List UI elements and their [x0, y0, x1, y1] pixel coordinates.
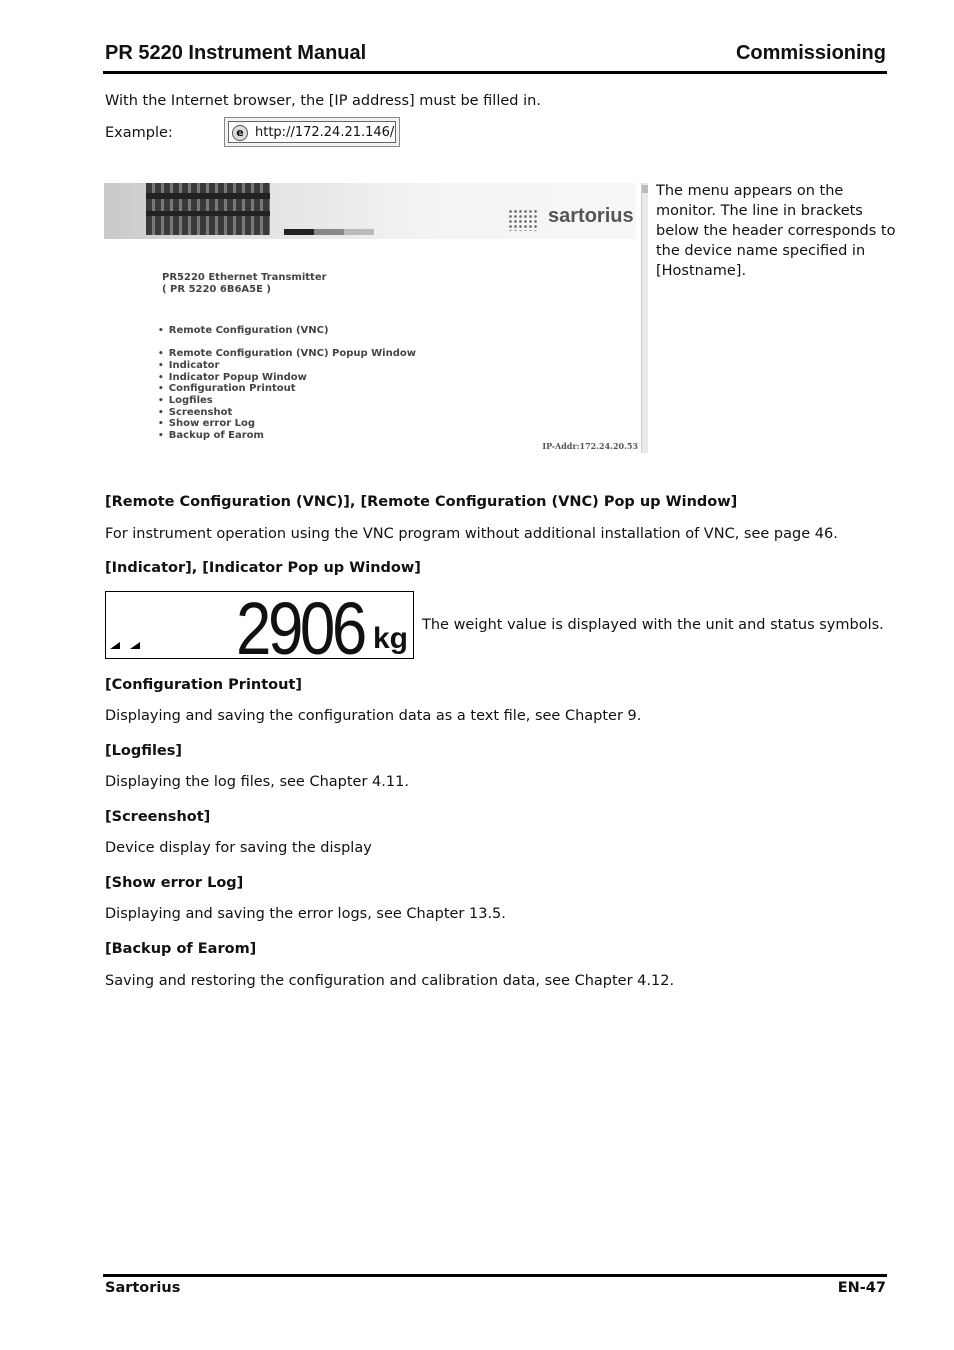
- heading-backup-earom: [Backup of Earom]: [105, 941, 257, 957]
- body-screenshot: Device display for saving the display: [105, 840, 372, 856]
- scrollbar-thumb[interactable]: [642, 185, 648, 193]
- body-config-printout: Displaying and saving the configuration data as a text file, see Chapter 9.: [105, 708, 642, 724]
- ip-address-label: IP-Addr:172.24.20.53: [542, 441, 638, 451]
- status-symbol-icon: [130, 642, 140, 649]
- weight-unit: kg: [373, 622, 409, 655]
- web-menu-screenshot: [104, 183, 648, 453]
- body-logfiles: Displaying the log files, see Chapter 4.11.: [105, 774, 409, 790]
- building-photo-band: [146, 193, 270, 199]
- menu-link-indicator[interactable]: • Indicator: [158, 360, 219, 371]
- manual-title: PR 5220 Instrument Manual: [105, 42, 367, 64]
- example-label: Example:: [105, 125, 173, 141]
- body-indicator: The weight value is displayed with the unit and status symbols.: [422, 617, 884, 633]
- footer-company: Sartorius: [105, 1280, 181, 1296]
- menu-link-backup-earom[interactable]: • Backup of Earom: [158, 430, 264, 441]
- body-remote-config: For instrument operation using the VNC program without additional installation of VNC, see page 46.: [105, 526, 838, 542]
- intro-text: With the Internet browser, the [IP address] must be filled in.: [105, 93, 541, 109]
- banner-strip: [284, 229, 314, 235]
- scrollbar[interactable]: [641, 183, 648, 453]
- menu-link-indicator-popup[interactable]: • Indicator Popup Window: [158, 372, 307, 383]
- footer-page-number: EN-47: [837, 1280, 886, 1296]
- body-backup-earom: Saving and restoring the configuration and calibration data, see Chapter 4.12.: [105, 973, 675, 989]
- heading-logfiles: [Logfiles]: [105, 743, 183, 759]
- url-text: http://172.24.21.146/: [255, 125, 395, 140]
- banner-strip: [314, 229, 344, 235]
- device-title: PR5220 Ethernet Transmitter: [162, 272, 327, 283]
- heading-indicator: [Indicator], [Indicator Pop up Window]: [105, 560, 421, 576]
- footer-rule: [103, 1274, 887, 1277]
- building-photo-band: [146, 211, 270, 216]
- browser-address-bar: [224, 117, 400, 147]
- heading-error-log: [Show error Log]: [105, 875, 244, 891]
- menu-link-config-printout[interactable]: • Configuration Printout: [158, 383, 296, 394]
- header-rule: [103, 71, 887, 74]
- section-title: Commissioning: [735, 42, 886, 64]
- heading-screenshot: [Screenshot]: [105, 809, 211, 825]
- body-error-log: Displaying and saving the error logs, see Chapter 13.5.: [105, 906, 506, 922]
- sartorius-logo: sartorius: [548, 205, 634, 227]
- status-symbol-icon: [110, 642, 120, 649]
- menu-link-error-log[interactable]: • Show error Log: [158, 418, 255, 429]
- screenshot-caption: The menu appears on the monitor. The line in brackets below the header corresponds to the device name specified in [Hostname].: [656, 183, 896, 279]
- menu-link-remote-config-popup[interactable]: • Remote Configuration (VNC) Popup Window: [158, 348, 416, 359]
- banner-strip: [344, 229, 374, 235]
- weight-indicator-display: [105, 591, 414, 659]
- browser-page-icon: e: [232, 125, 248, 141]
- heading-remote-config: [Remote Configuration (VNC)], [Remote Configuration (VNC) Pop up Window]: [105, 494, 738, 510]
- heading-config-printout: [Configuration Printout]: [105, 677, 303, 693]
- menu-link-screenshot[interactable]: • Screenshot: [158, 407, 232, 418]
- logo-dots-icon: [508, 209, 538, 231]
- menu-link-logfiles[interactable]: • Logfiles: [158, 395, 213, 406]
- device-host: ( PR 5220 6B6A5E ): [162, 284, 271, 295]
- menu-link-remote-config[interactable]: • Remote Configuration (VNC): [158, 325, 329, 336]
- weight-value: 2906: [236, 591, 364, 659]
- building-photo: [146, 183, 270, 235]
